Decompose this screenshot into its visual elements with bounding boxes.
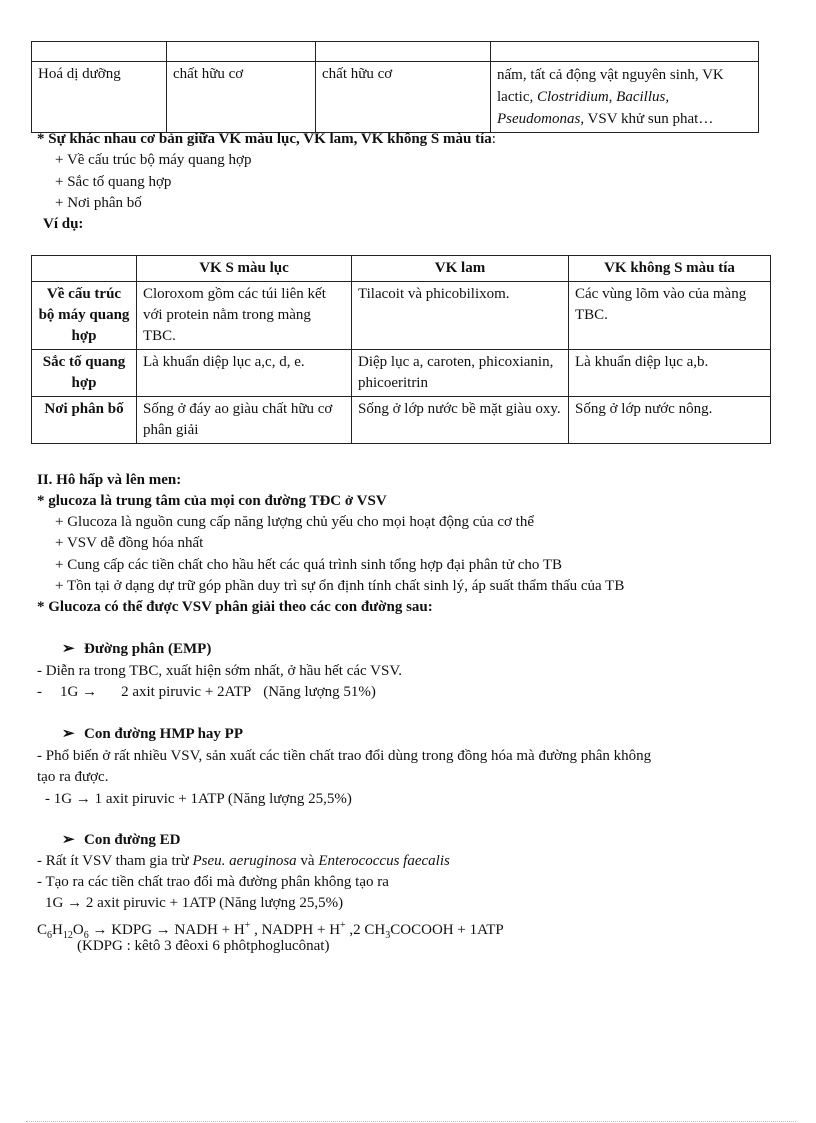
species-name: Pseu. aeruginosa [192, 853, 297, 869]
species-name: Enterococcus faecalis [318, 853, 450, 869]
ed-note: (KDPG : kêtô 3 đêoxi 6 phôtphoglucônat) [77, 938, 330, 954]
cell-text: nấm, tất cả động vật nguyên sinh, VK lactic, [497, 67, 724, 105]
table-cell: Cloroxom gồm các túi liên kết với protein nằm trong màng TBC. [137, 282, 352, 350]
dash: - [37, 684, 42, 700]
formula-part: O [72, 922, 84, 938]
table-cell: Các vùng lõm vào của màng TBC. [569, 282, 771, 350]
formula-part: 12 [62, 930, 73, 941]
table-cell: chất hữu cơ [316, 62, 491, 133]
formula-part: 6 [83, 930, 89, 941]
pathways-heading: * Glucoza có thể được VSV phân giải theo các con đường sau: [37, 599, 433, 615]
formula-part: 6 [47, 930, 53, 941]
example-label: Ví dụ: [43, 216, 84, 232]
diff-heading [37, 129, 496, 150]
glucose-heading: * glucoza là trung tâm của mọi con đường TĐC ở VSV [37, 493, 387, 509]
row-header: Sắc tố quang hợp [32, 350, 137, 397]
formula-part: C [37, 922, 48, 938]
hmp-heading [62, 724, 243, 745]
ed-text: và [296, 853, 319, 869]
row-header: Nơi phân bố [32, 397, 137, 444]
glucose-item: + Glucoza là nguồn cung cấp năng lượng chủ yếu cho mọi hoạt động của cơ thể [55, 514, 534, 530]
cell-text: , [608, 89, 617, 105]
table-cell [316, 42, 491, 62]
table-header: VK không S màu tía [569, 256, 771, 282]
arrow-bullet-icon: ➢ [62, 641, 75, 657]
ed-title: Con đường ED [84, 832, 181, 848]
hmp-line: tạo ra được. [37, 769, 109, 785]
table-cell: Sống ở lớp nước bề mặt giàu oxy. [352, 397, 569, 444]
table-bacteria-comparison [31, 255, 771, 444]
table-row [32, 62, 759, 133]
arrow-bullet-icon: ➢ [62, 832, 75, 848]
table-cell [167, 42, 316, 62]
ed-heading [62, 830, 181, 851]
table-cell: Sống ở lớp nước nông. [569, 397, 771, 444]
table-cell: chất hữu cơ [167, 62, 316, 133]
emp-equation [37, 682, 376, 703]
table-cell: Tilacoit và phicobilixom. [352, 282, 569, 350]
table-cell: Diệp lục a, caroten, phicoxianin, phicoeritrin [352, 350, 569, 397]
emp-title: Đường phân (EMP) [84, 641, 212, 657]
table-row [32, 42, 759, 62]
species-name: Pseudomonas [497, 111, 581, 127]
formula-part: H [52, 922, 63, 938]
glucose-item: + VSV dễ đồng hóa nhất [55, 535, 204, 551]
table-cell: Là khuẩn diệp lục a,b. [569, 350, 771, 397]
glucose-item: + Cung cấp các tiền chất cho hầu hết các quá trình sinh tổng hợp đại phân tử cho TB [55, 557, 563, 573]
table-header: VK lam [352, 256, 569, 282]
diff-item: + Sắc tố quang hợp [55, 174, 172, 190]
diff-heading-text: * Sự khác nhau cơ bản giữa VK màu lục, VK lam, VK không S màu tía [37, 131, 492, 147]
table-header [32, 256, 137, 282]
species-name: Bacillus, [616, 89, 670, 105]
table-cell: Là khuẩn diệp lục a,c, d, e. [137, 350, 352, 397]
hmp-line: - Phổ biến ở rất nhiều VSV, sản xuất các tiền chất trao đổi dùng trong đồng hóa mà đường phân không [37, 748, 652, 764]
formula-part: → KDPG → NADH + H [88, 922, 245, 938]
table-cell: Sống ở đáy ao giàu chất hữu cơ phân giải [137, 397, 352, 444]
row-header: Về cấu trúc bộ máy quang hợp [32, 282, 137, 350]
table-row [32, 350, 771, 397]
table-cell [491, 62, 759, 133]
table-row [32, 282, 771, 350]
formula-part: + [244, 920, 251, 931]
formula-part: ,2 CH [345, 922, 386, 938]
table-cell [491, 42, 759, 62]
section-title: II. Hô hấp và lên men: [37, 472, 182, 488]
ed-equation: 1G → 2 axit piruvic + 1ATP (Năng lượng 25,5%) [45, 895, 344, 911]
table-heterotroph [31, 41, 759, 133]
table-cell: Hoá dị dưỡng [32, 62, 167, 133]
ed-line [37, 851, 450, 872]
diff-heading-colon: : [491, 131, 496, 147]
cell-text: , VSV khử sun phat… [580, 111, 714, 127]
ed-text: - Rất ít VSV tham gia trừ [37, 853, 193, 869]
emp-heading [62, 639, 211, 660]
table-header-row [32, 256, 771, 282]
table-cell [32, 42, 167, 62]
glucose-item: + Tồn tại ở dạng dự trữ góp phần duy trì sự ổn định tính chất sinh lý, áp suất thẩm thấu của TB [55, 578, 625, 594]
arrow-bullet-icon: ➢ [62, 726, 75, 742]
emp-eq-rhs: 2 axit piruvic + 2ATP [121, 684, 252, 700]
hmp-equation: - 1G → 1 axit piruvic + 1ATP (Năng lượng 25,5%) [45, 791, 352, 807]
diff-item: + Về cấu trúc bộ máy quang hợp [55, 152, 252, 168]
page-bottom-divider [26, 1121, 796, 1122]
formula-part: 3 [385, 930, 391, 941]
emp-line: - Diễn ra trong TBC, xuất hiện sớm nhất, ở hầu hết các VSV. [37, 663, 402, 679]
formula-part: COCOOH + 1ATP [390, 922, 504, 938]
diff-item: + Nơi phân bố [55, 195, 142, 211]
formula-part: , NADPH + H [250, 922, 341, 938]
species-name: Clostridium [536, 89, 609, 105]
ed-line: - Tạo ra các tiền chất trao đổi mà đường phân không tạo ra [37, 874, 389, 890]
table-row [32, 397, 771, 444]
emp-eq-lhs: 1G → [60, 684, 98, 700]
emp-energy: (Năng lượng 51%) [263, 684, 376, 700]
hmp-title: Con đường HMP hay PP [84, 726, 243, 742]
formula-part: + [340, 920, 346, 931]
table-header: VK S màu lục [137, 256, 352, 282]
